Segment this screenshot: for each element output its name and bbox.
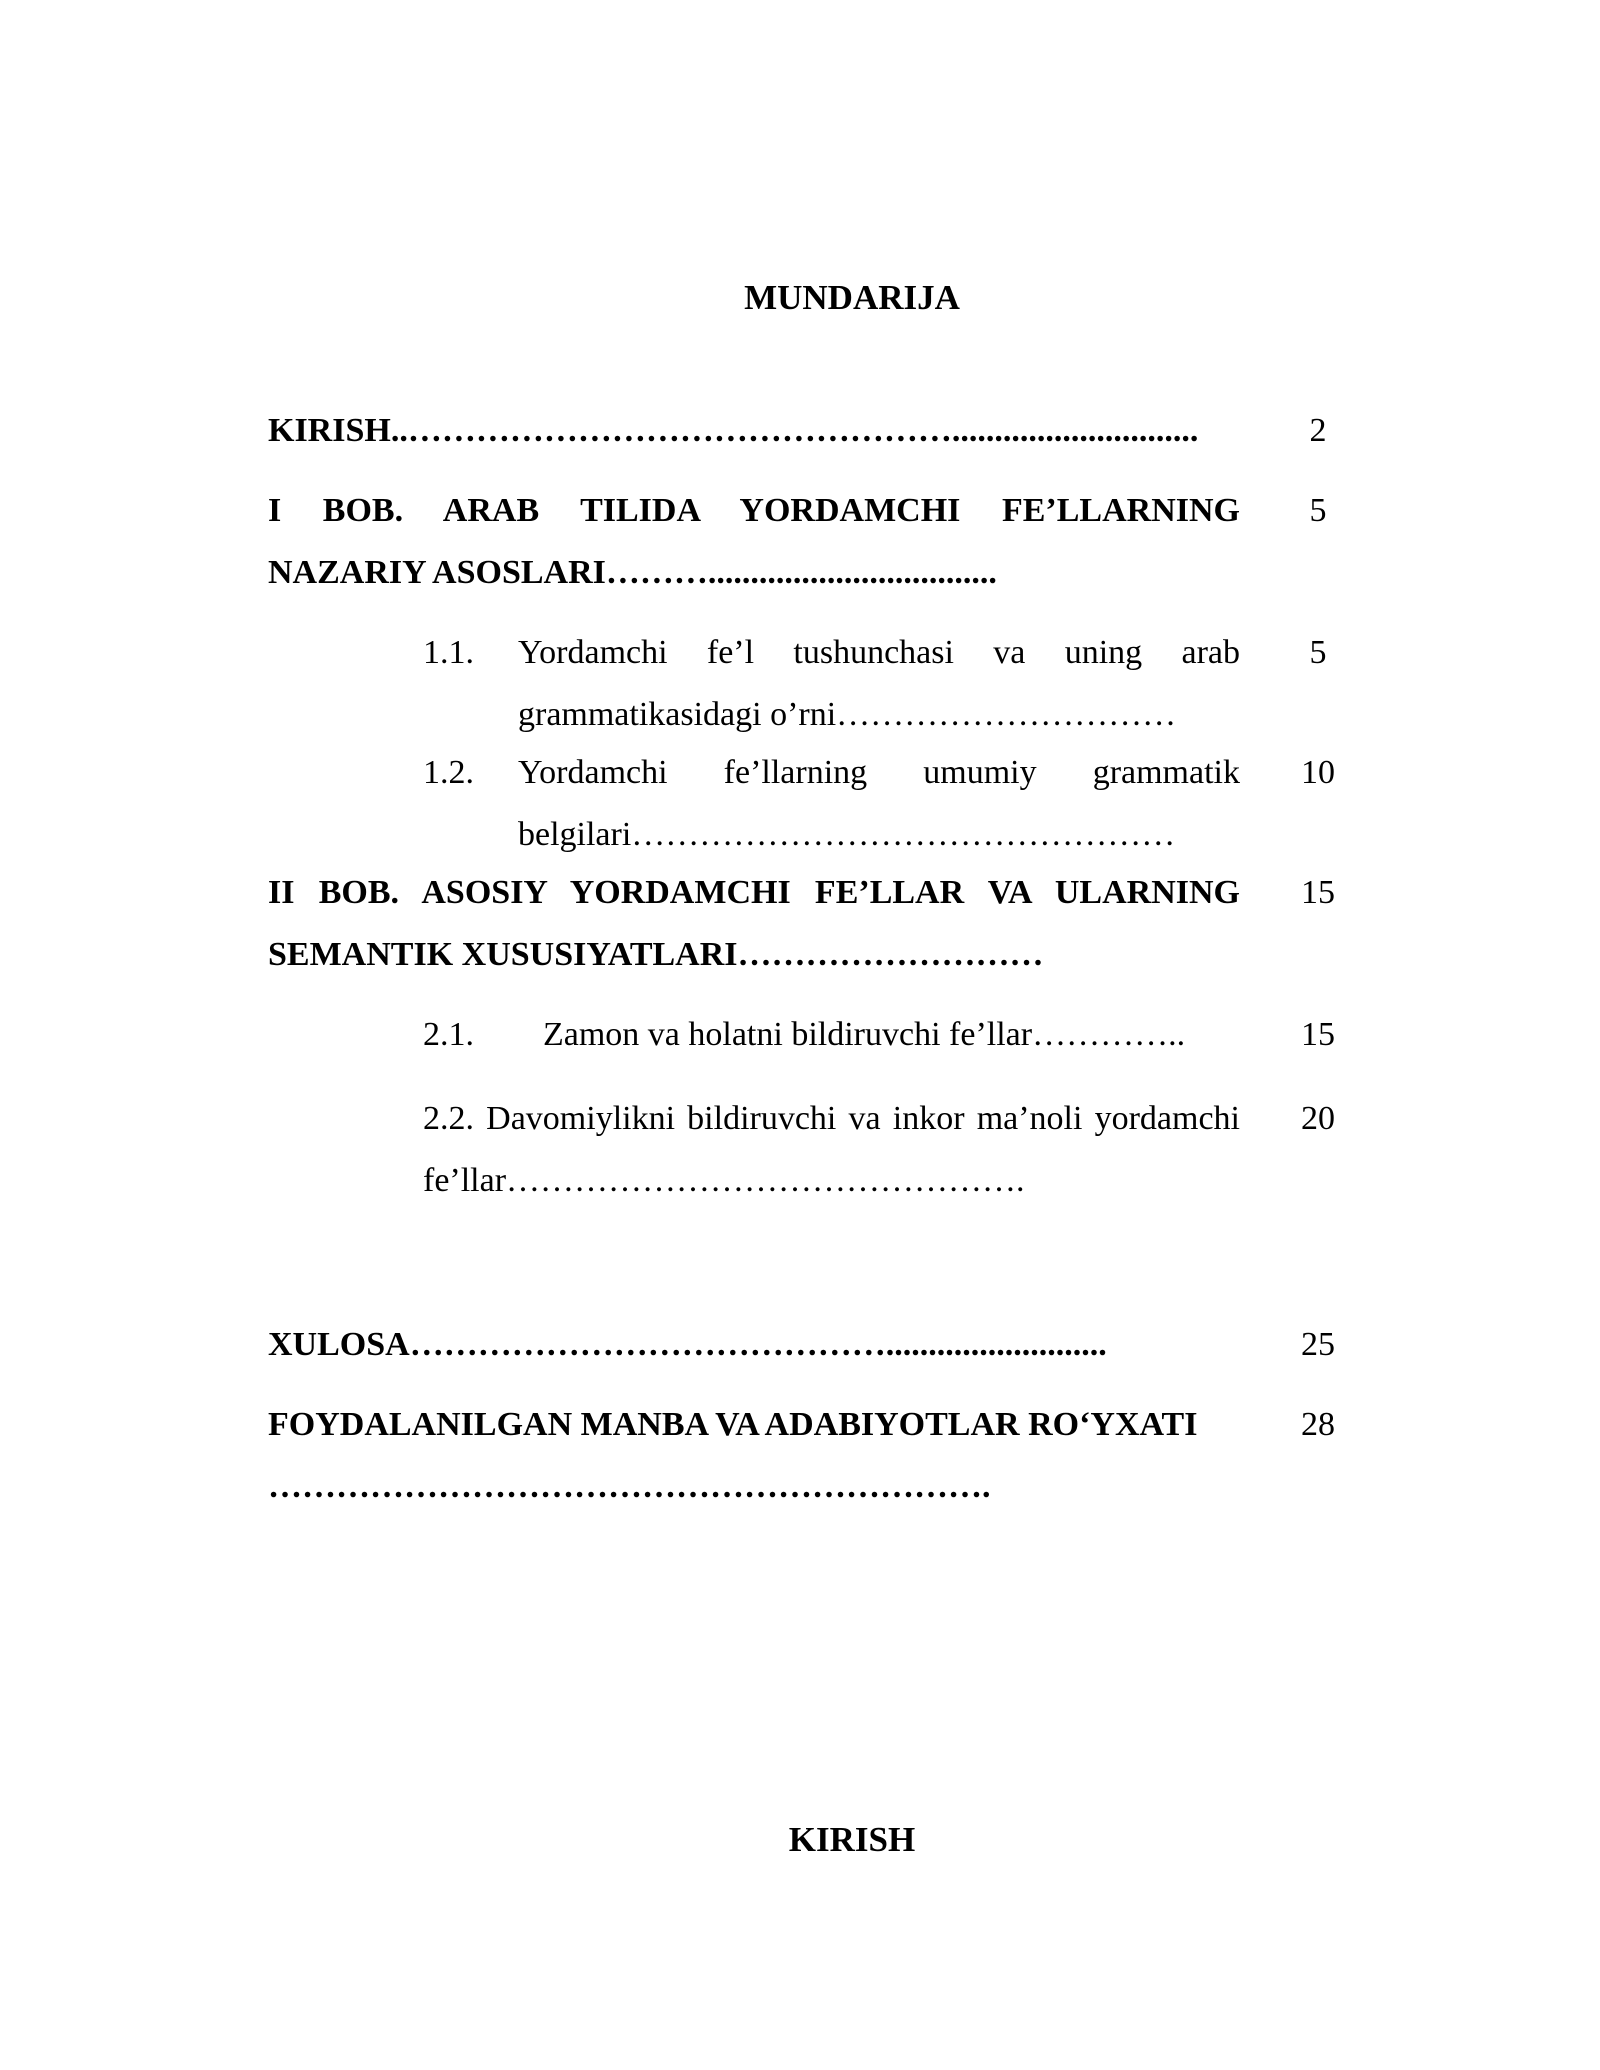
toc-entry-text: XULOSA…………………………………….......................... — [268, 1326, 1107, 1363]
section-title: KIRISH — [788, 1820, 916, 1859]
toc-entry-text: I BOB. ARAB TILIDA YORDAMCHI FE’LLARNING NAZARIY ASOSLARI……….................................. — [268, 492, 1240, 591]
toc-entry-text: KIRISH..…………………………………………............................. — [268, 412, 1199, 449]
toc-entry-page: 25 — [1301, 1326, 1335, 1363]
toc-title: MUNDARIJA — [744, 278, 960, 317]
toc-entry-number: 2.1. — [423, 1016, 474, 1053]
toc-entry-page: 5 — [1309, 492, 1327, 529]
toc-entry-page: 15 — [1301, 874, 1335, 911]
toc-entry-text: FOYDALANILGAN MANBA VA ADABIYOTLAR RO‘YXATI ………………………………………………………. — [268, 1406, 1198, 1505]
toc-entry-number: 1.1. — [423, 634, 474, 671]
toc-entry-page: 2 — [1309, 412, 1327, 449]
toc-entry-text: II BOB. ASOSIY YORDAMCHI FE’LLAR VA ULARNING SEMANTIK XUSUSIYATLARI……………………… — [268, 874, 1240, 973]
toc-entry-page: 5 — [1309, 634, 1327, 671]
toc-entry-page: 10 — [1301, 754, 1335, 791]
toc-entry-text: Zamon va holatni bildiruvchi fe’llar………….. — [543, 1016, 1186, 1053]
toc-entry-number: 1.2. — [423, 754, 474, 791]
toc-entry-page: 28 — [1301, 1406, 1335, 1443]
toc-entry-text: Yordamchi fe’l tushunchasi va uning arab grammatikasidagi o’rni………………………… — [518, 634, 1240, 733]
toc-entry-text: 2.2. Davomiylikni bildiruvchi va inkor ma’noli yordamchi fe’llar………………………………………. — [423, 1100, 1240, 1199]
toc-entry-text: Yordamchi fe’llarning umumiy grammatik belgilari………………………………………… — [518, 754, 1240, 853]
toc-entry-page: 15 — [1301, 1016, 1335, 1053]
toc-entry-page: 20 — [1301, 1100, 1335, 1137]
